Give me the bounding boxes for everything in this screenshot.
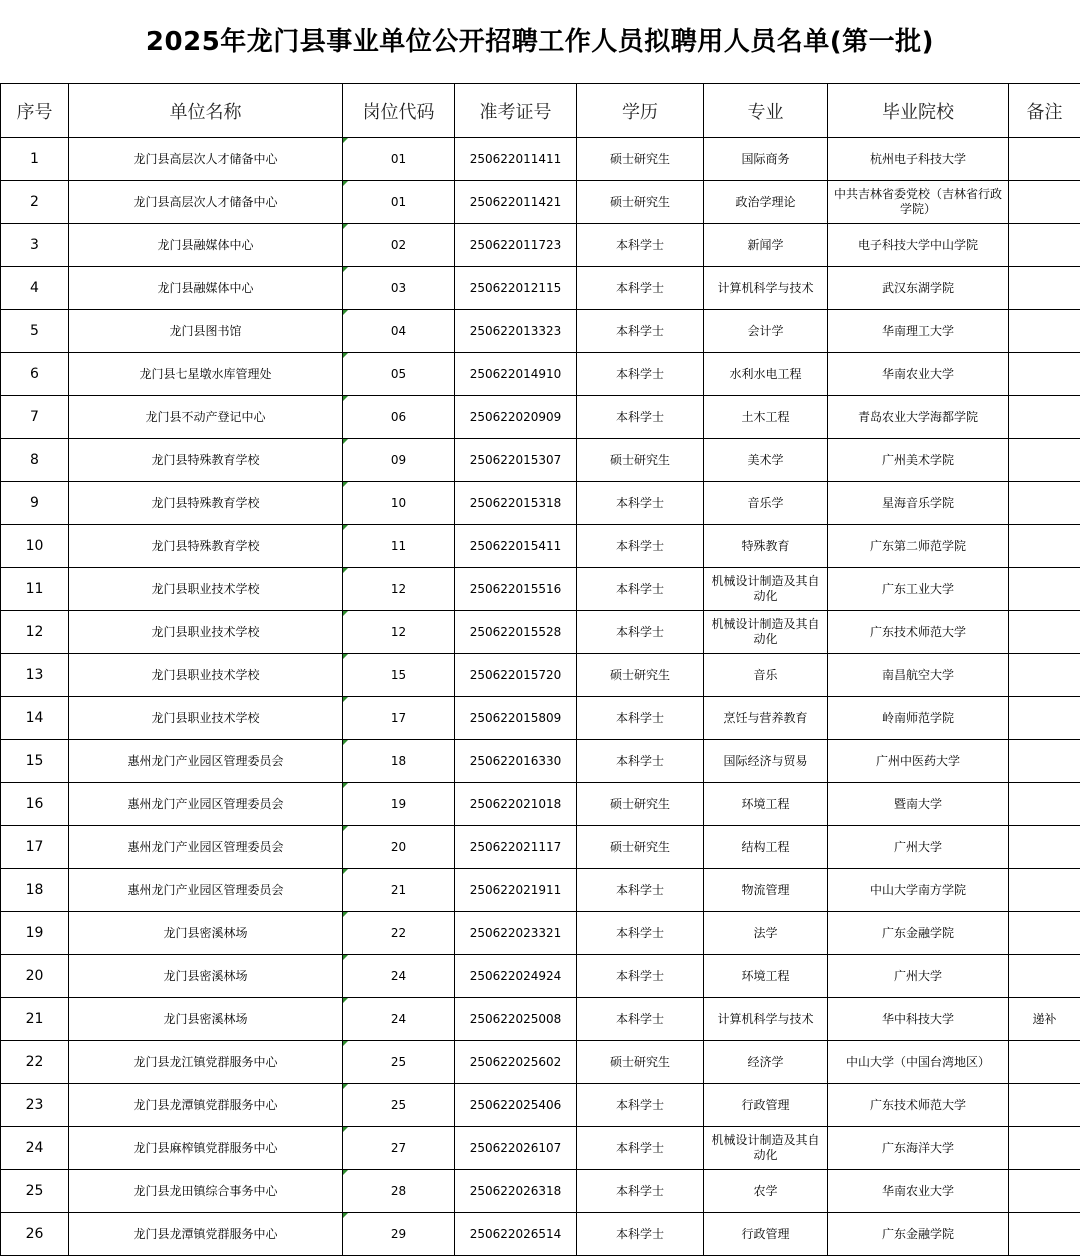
cell-unit: 龙门县龙潭镇党群服务中心: [69, 1084, 343, 1127]
cell-major: 美术学: [704, 439, 828, 482]
cell-seq: 14: [1, 697, 69, 740]
cell-post-code: 12: [343, 611, 455, 654]
cell-education: 本科学士: [577, 1213, 704, 1256]
cell-exam-no: 250622023321: [455, 912, 577, 955]
cell-exam-no: 250622026318: [455, 1170, 577, 1213]
header-education: 学历: [577, 84, 704, 138]
cell-major: 计算机科学与技术: [704, 998, 828, 1041]
cell-school: 广东第二师范学院: [828, 525, 1009, 568]
cell-post-code: 01: [343, 138, 455, 181]
cell-school: 广东海洋大学: [828, 1127, 1009, 1170]
cell-seq: 23: [1, 1084, 69, 1127]
cell-major: 环境工程: [704, 783, 828, 826]
cell-exam-no: 250622015720: [455, 654, 577, 697]
cell-major: 政治学理论: [704, 181, 828, 224]
table-row: [1, 1084, 1080, 1127]
cell-school: 广州大学: [828, 955, 1009, 998]
cell-school: 华中科技大学: [828, 998, 1009, 1041]
cell-remark: [1009, 224, 1080, 267]
table-row: [1, 1213, 1080, 1256]
header-major: 专业: [704, 84, 828, 138]
table-row: [1, 955, 1080, 998]
cell-school: 电子科技大学中山学院: [828, 224, 1009, 267]
cell-exam-no: 250622021117: [455, 826, 577, 869]
cell-seq: 7: [1, 396, 69, 439]
cell-seq: 11: [1, 568, 69, 611]
cell-school: 广州中医药大学: [828, 740, 1009, 783]
cell-education: 本科学士: [577, 396, 704, 439]
cell-school: 杭州电子科技大学: [828, 138, 1009, 181]
table-body: [1, 138, 1080, 1256]
cell-exam-no: 250622024924: [455, 955, 577, 998]
cell-unit: 龙门县职业技术学校: [69, 611, 343, 654]
cell-unit: 惠州龙门产业园区管理委员会: [69, 783, 343, 826]
table-row: [1, 783, 1080, 826]
cell-exam-no: 250622021911: [455, 869, 577, 912]
cell-exam-no: 250622025602: [455, 1041, 577, 1084]
cell-education: 硕士研究生: [577, 181, 704, 224]
cell-post-code: 03: [343, 267, 455, 310]
cell-school: 华南农业大学: [828, 1170, 1009, 1213]
cell-exam-no: 250622015318: [455, 482, 577, 525]
cell-unit: 龙门县麻榨镇党群服务中心: [69, 1127, 343, 1170]
cell-unit: 龙门县职业技术学校: [69, 697, 343, 740]
cell-seq: 20: [1, 955, 69, 998]
cell-remark: [1009, 482, 1080, 525]
cell-post-code: 01: [343, 181, 455, 224]
cell-unit: 龙门县职业技术学校: [69, 568, 343, 611]
table-row: [1, 998, 1080, 1041]
cell-seq: 13: [1, 654, 69, 697]
cell-education: 本科学士: [577, 525, 704, 568]
cell-education: 硕士研究生: [577, 783, 704, 826]
table-row: [1, 1041, 1080, 1084]
cell-education: 硕士研究生: [577, 439, 704, 482]
cell-major: 国际经济与贸易: [704, 740, 828, 783]
cell-school: 广州美术学院: [828, 439, 1009, 482]
cell-seq: 25: [1, 1170, 69, 1213]
cell-remark: [1009, 439, 1080, 482]
table-row: [1, 568, 1080, 611]
table-row: [1, 439, 1080, 482]
cell-exam-no: 250622025008: [455, 998, 577, 1041]
cell-education: 硕士研究生: [577, 1041, 704, 1084]
cell-remark: [1009, 138, 1080, 181]
cell-major: 音乐学: [704, 482, 828, 525]
cell-education: 本科学士: [577, 353, 704, 396]
cell-remark: [1009, 955, 1080, 998]
cell-remark: [1009, 525, 1080, 568]
cell-seq: 6: [1, 353, 69, 396]
cell-post-code: 20: [343, 826, 455, 869]
cell-unit: 龙门县高层次人才储备中心: [69, 181, 343, 224]
cell-seq: 10: [1, 525, 69, 568]
table-row: [1, 912, 1080, 955]
cell-school: 中山大学南方学院: [828, 869, 1009, 912]
cell-remark: [1009, 611, 1080, 654]
cell-unit: 龙门县特殊教育学校: [69, 525, 343, 568]
cell-major: 行政管理: [704, 1213, 828, 1256]
cell-exam-no: 250622013323: [455, 310, 577, 353]
cell-education: 本科学士: [577, 611, 704, 654]
cell-exam-no: 250622011411: [455, 138, 577, 181]
cell-education: 本科学士: [577, 1170, 704, 1213]
cell-remark: [1009, 740, 1080, 783]
cell-exam-no: 250622026107: [455, 1127, 577, 1170]
cell-unit: 龙门县特殊教育学校: [69, 482, 343, 525]
table-row: [1, 224, 1080, 267]
cell-education: 本科学士: [577, 310, 704, 353]
cell-seq: 9: [1, 482, 69, 525]
cell-seq: 3: [1, 224, 69, 267]
cell-remark: [1009, 697, 1080, 740]
cell-remark: [1009, 783, 1080, 826]
cell-unit: 龙门县融媒体中心: [69, 224, 343, 267]
cell-education: 本科学士: [577, 1084, 704, 1127]
cell-unit: 龙门县密溪林场: [69, 998, 343, 1041]
cell-unit: 龙门县职业技术学校: [69, 654, 343, 697]
cell-exam-no: 250622012115: [455, 267, 577, 310]
cell-unit: 龙门县融媒体中心: [69, 267, 343, 310]
cell-remark: [1009, 869, 1080, 912]
cell-post-code: 09: [343, 439, 455, 482]
cell-school: 广东金融学院: [828, 1213, 1009, 1256]
cell-education: 硕士研究生: [577, 826, 704, 869]
table-row: [1, 611, 1080, 654]
cell-education: 本科学士: [577, 697, 704, 740]
cell-unit: 龙门县密溪林场: [69, 912, 343, 955]
cell-post-code: 04: [343, 310, 455, 353]
cell-school: 暨南大学: [828, 783, 1009, 826]
cell-unit: 龙门县高层次人才储备中心: [69, 138, 343, 181]
header-school: 毕业院校: [828, 84, 1009, 138]
table-row: [1, 482, 1080, 525]
cell-post-code: 05: [343, 353, 455, 396]
table-row: [1, 353, 1080, 396]
cell-major: 机械设计制造及其自动化: [704, 611, 828, 654]
table-row: [1, 181, 1080, 224]
cell-unit: 惠州龙门产业园区管理委员会: [69, 740, 343, 783]
cell-major: 土木工程: [704, 396, 828, 439]
table-header-row: [1, 84, 1080, 138]
cell-seq: 8: [1, 439, 69, 482]
cell-post-code: 29: [343, 1213, 455, 1256]
cell-post-code: 24: [343, 955, 455, 998]
cell-remark: [1009, 353, 1080, 396]
cell-remark: [1009, 1041, 1080, 1084]
cell-major: 机械设计制造及其自动化: [704, 568, 828, 611]
table-row: [1, 310, 1080, 353]
cell-post-code: 28: [343, 1170, 455, 1213]
cell-post-code: 22: [343, 912, 455, 955]
cell-post-code: 19: [343, 783, 455, 826]
cell-education: 本科学士: [577, 224, 704, 267]
page-title: 2025年龙门县事业单位公开招聘工作人员拟聘用人员名单(第一批): [0, 0, 1080, 84]
cell-remark: [1009, 396, 1080, 439]
cell-seq: 4: [1, 267, 69, 310]
cell-major: 特殊教育: [704, 525, 828, 568]
cell-remark: [1009, 568, 1080, 611]
cell-seq: 5: [1, 310, 69, 353]
cell-education: 本科学士: [577, 998, 704, 1041]
cell-major: 音乐: [704, 654, 828, 697]
cell-exam-no: 250622021018: [455, 783, 577, 826]
cell-school: 中共吉林省委党校（吉林省行政学院）: [828, 181, 1009, 224]
cell-post-code: 25: [343, 1041, 455, 1084]
cell-unit: 龙门县龙江镇党群服务中心: [69, 1041, 343, 1084]
cell-major: 机械设计制造及其自动化: [704, 1127, 828, 1170]
cell-school: 武汉东湖学院: [828, 267, 1009, 310]
cell-exam-no: 250622011723: [455, 224, 577, 267]
cell-post-code: 21: [343, 869, 455, 912]
cell-exam-no: 250622016330: [455, 740, 577, 783]
cell-unit: 龙门县密溪林场: [69, 955, 343, 998]
cell-major: 农学: [704, 1170, 828, 1213]
cell-unit: 惠州龙门产业园区管理委员会: [69, 869, 343, 912]
cell-major: 行政管理: [704, 1084, 828, 1127]
table-row: [1, 525, 1080, 568]
cell-unit: 龙门县七星墩水库管理处: [69, 353, 343, 396]
cell-seq: 12: [1, 611, 69, 654]
table-row: [1, 1170, 1080, 1213]
cell-major: 物流管理: [704, 869, 828, 912]
cell-education: 本科学士: [577, 912, 704, 955]
cell-unit: 龙门县特殊教育学校: [69, 439, 343, 482]
cell-school: 青岛农业大学海都学院: [828, 396, 1009, 439]
cell-seq: 15: [1, 740, 69, 783]
cell-seq: 17: [1, 826, 69, 869]
cell-remark: [1009, 310, 1080, 353]
table-row: [1, 1127, 1080, 1170]
cell-major: 结构工程: [704, 826, 828, 869]
cell-exam-no: 250622026514: [455, 1213, 577, 1256]
cell-major: 环境工程: [704, 955, 828, 998]
cell-major: 烹饪与营养教育: [704, 697, 828, 740]
cell-school: 中山大学（中国台湾地区）: [828, 1041, 1009, 1084]
cell-education: 本科学士: [577, 740, 704, 783]
cell-post-code: 02: [343, 224, 455, 267]
table-row: [1, 826, 1080, 869]
cell-school: 广东技术师范大学: [828, 1084, 1009, 1127]
cell-remark: [1009, 654, 1080, 697]
cell-seq: 16: [1, 783, 69, 826]
cell-seq: 22: [1, 1041, 69, 1084]
cell-education: 本科学士: [577, 482, 704, 525]
cell-remark: [1009, 1170, 1080, 1213]
cell-major: 新闻学: [704, 224, 828, 267]
cell-major: 法学: [704, 912, 828, 955]
cell-exam-no: 250622015411: [455, 525, 577, 568]
cell-post-code: 06: [343, 396, 455, 439]
cell-exam-no: 250622015528: [455, 611, 577, 654]
cell-remark: [1009, 912, 1080, 955]
cell-school: 广东技术师范大学: [828, 611, 1009, 654]
header-seq: 序号: [1, 84, 69, 138]
cell-exam-no: 250622011421: [455, 181, 577, 224]
cell-school: 广东金融学院: [828, 912, 1009, 955]
cell-post-code: 15: [343, 654, 455, 697]
cell-seq: 18: [1, 869, 69, 912]
cell-education: 本科学士: [577, 1127, 704, 1170]
cell-major: 计算机科学与技术: [704, 267, 828, 310]
table-row: [1, 869, 1080, 912]
table-row: [1, 396, 1080, 439]
cell-major: 水利水电工程: [704, 353, 828, 396]
cell-remark: 递补: [1009, 998, 1080, 1041]
cell-seq: 2: [1, 181, 69, 224]
cell-unit: 龙门县图书馆: [69, 310, 343, 353]
table-row: [1, 267, 1080, 310]
cell-unit: 龙门县龙潭镇党群服务中心: [69, 1213, 343, 1256]
cell-school: 岭南师范学院: [828, 697, 1009, 740]
cell-school: 广州大学: [828, 826, 1009, 869]
cell-school: 华南农业大学: [828, 353, 1009, 396]
cell-exam-no: 250622025406: [455, 1084, 577, 1127]
cell-education: 本科学士: [577, 568, 704, 611]
cell-seq: 21: [1, 998, 69, 1041]
cell-exam-no: 250622014910: [455, 353, 577, 396]
cell-school: 南昌航空大学: [828, 654, 1009, 697]
cell-post-code: 11: [343, 525, 455, 568]
cell-seq: 26: [1, 1213, 69, 1256]
table-row: [1, 654, 1080, 697]
cell-remark: [1009, 826, 1080, 869]
cell-post-code: 17: [343, 697, 455, 740]
cell-education: 本科学士: [577, 955, 704, 998]
cell-remark: [1009, 1127, 1080, 1170]
cell-exam-no: 250622015516: [455, 568, 577, 611]
cell-post-code: 25: [343, 1084, 455, 1127]
hiring-roster-table: [0, 83, 1080, 1256]
table-row: [1, 740, 1080, 783]
cell-remark: [1009, 181, 1080, 224]
cell-exam-no: 250622015307: [455, 439, 577, 482]
cell-major: 经济学: [704, 1041, 828, 1084]
cell-remark: [1009, 1213, 1080, 1256]
header-remark: 备注: [1009, 84, 1080, 138]
cell-post-code: 24: [343, 998, 455, 1041]
cell-unit: 惠州龙门产业园区管理委员会: [69, 826, 343, 869]
cell-major: 会计学: [704, 310, 828, 353]
cell-education: 硕士研究生: [577, 138, 704, 181]
cell-remark: [1009, 1084, 1080, 1127]
cell-seq: 19: [1, 912, 69, 955]
cell-school: 广东工业大学: [828, 568, 1009, 611]
cell-post-code: 10: [343, 482, 455, 525]
cell-exam-no: 250622015809: [455, 697, 577, 740]
table-row: [1, 697, 1080, 740]
cell-education: 硕士研究生: [577, 654, 704, 697]
cell-unit: 龙门县龙田镇综合事务中心: [69, 1170, 343, 1213]
cell-post-code: 18: [343, 740, 455, 783]
cell-education: 本科学士: [577, 267, 704, 310]
cell-unit: 龙门县不动产登记中心: [69, 396, 343, 439]
cell-post-code: 12: [343, 568, 455, 611]
cell-school: 星海音乐学院: [828, 482, 1009, 525]
cell-seq: 24: [1, 1127, 69, 1170]
cell-seq: 1: [1, 138, 69, 181]
cell-education: 本科学士: [577, 869, 704, 912]
cell-major: 国际商务: [704, 138, 828, 181]
header-unit: 单位名称: [69, 84, 343, 138]
cell-post-code: 27: [343, 1127, 455, 1170]
cell-exam-no: 250622020909: [455, 396, 577, 439]
header-post-code: 岗位代码: [343, 84, 455, 138]
table-row: [1, 138, 1080, 181]
header-exam-no: 准考证号: [455, 84, 577, 138]
cell-school: 华南理工大学: [828, 310, 1009, 353]
cell-remark: [1009, 267, 1080, 310]
